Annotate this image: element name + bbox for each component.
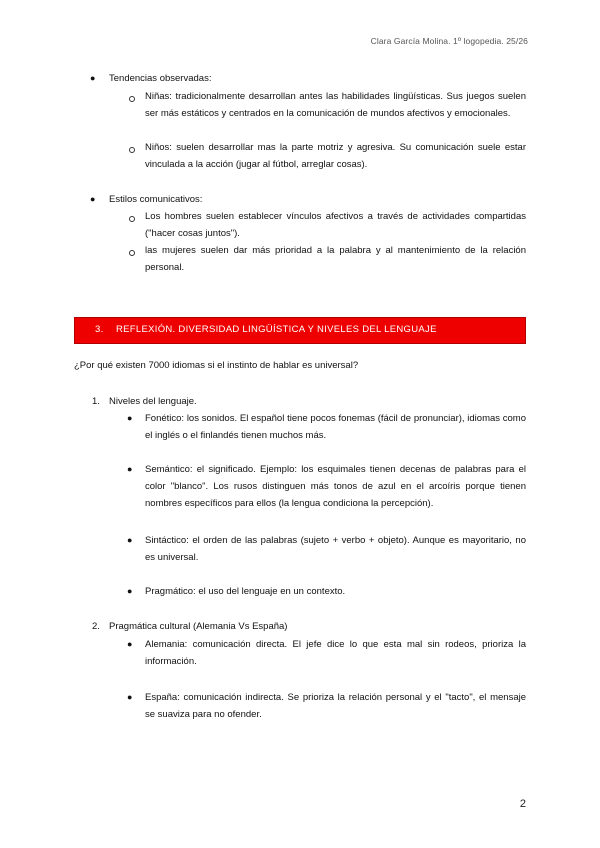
list-item-ninas: Niñas: tradicionalmente desarrollan antes las habilidades lingüísticas. Sus juegos suelen ser más estáticos y centrados en la comunicación de mundos afectivos y emocionales. bbox=[145, 91, 526, 119]
bullet-dot-icon: ● bbox=[127, 535, 133, 545]
banner-title: REFLEXIÓN. DIVERSIDAD LINGÜÍSTICA Y NIVELES DEL LENGUAJE bbox=[116, 324, 437, 335]
list-item-hombres: Los hombres suelen establecer vínculos afectivos a través de actividades compartidas ("hacer cosas juntos"). bbox=[145, 211, 526, 239]
list-item-ninos: Niños: suelen desarrollar mas la parte motriz y agresiva. Su comunicación suele estar vinculada a la acción (jugar al fútbol, arreglar cosas). bbox=[145, 142, 526, 170]
circle-bullet-icon bbox=[129, 250, 135, 256]
list-item-mujeres: las mujeres suelen dar más prioridad a la palabra y al mantenimiento de la relación personal. bbox=[145, 245, 526, 273]
section-title-estilos: Estilos comunicativos: bbox=[109, 194, 203, 205]
bullet-dot-icon: ● bbox=[90, 194, 96, 204]
bullet-dot-icon: ● bbox=[127, 692, 133, 702]
bullet-dot-icon: ● bbox=[127, 464, 133, 474]
banner-number: 3. bbox=[95, 324, 104, 335]
circle-bullet-icon bbox=[129, 147, 135, 153]
bullet-dot-icon: ● bbox=[90, 73, 96, 83]
list-item-sintactico: Sintáctico: el orden de las palabras (sujeto + verbo + objeto). Aunque es mayoritario, no es universal. bbox=[145, 535, 526, 563]
running-header: Clara García Molina. 1º logopedia. 25/26 bbox=[370, 36, 528, 46]
list-item-alemania: Alemania: comunicación directa. El jefe dice lo que esta mal sin rodeos, prioriza la información. bbox=[145, 639, 526, 667]
question-text: ¿Por qué existen 7000 idiomas si el instinto de hablar es universal? bbox=[74, 360, 359, 371]
section-banner bbox=[74, 317, 526, 344]
circle-bullet-icon bbox=[129, 216, 135, 222]
section-title-tendencias: Tendencias observadas: bbox=[109, 73, 212, 84]
list-item-pragmatico: Pragmático: el uso del lenguaje en un contexto. bbox=[145, 586, 346, 597]
page-number: 2 bbox=[519, 798, 526, 810]
section-title-pragmatica: Pragmática cultural (Alemania Vs España) bbox=[109, 621, 288, 632]
bullet-dot-icon: ● bbox=[127, 413, 133, 423]
bullet-dot-icon: ● bbox=[127, 586, 133, 596]
list-item-semantico: Semántico: el significado. Ejemplo: los esquimales tienen decenas de palabras para el color "blanco". Los rusos distinguen más tonos de azul en el arcoíris porque tienen nombres específicos para ellos (la lengua condiciona la percepción). bbox=[145, 464, 526, 509]
list-item-espana: España: comunicación indirecta. Se prioriza la relación personal y el "tacto", el mensaje se suaviza para no ofender. bbox=[145, 692, 526, 720]
list-number: 2. bbox=[92, 621, 100, 632]
bullet-dot-icon: ● bbox=[127, 639, 133, 649]
section-title-niveles: Niveles del lenguaje. bbox=[109, 396, 197, 407]
list-number: 1. bbox=[92, 396, 100, 407]
circle-bullet-icon bbox=[129, 96, 135, 102]
list-item-fonetico: Fonético: los sonidos. El español tiene pocos fonemas (fácil de pronunciar), idiomas como el inglés o el finlandés tienen muchos más. bbox=[145, 413, 526, 441]
